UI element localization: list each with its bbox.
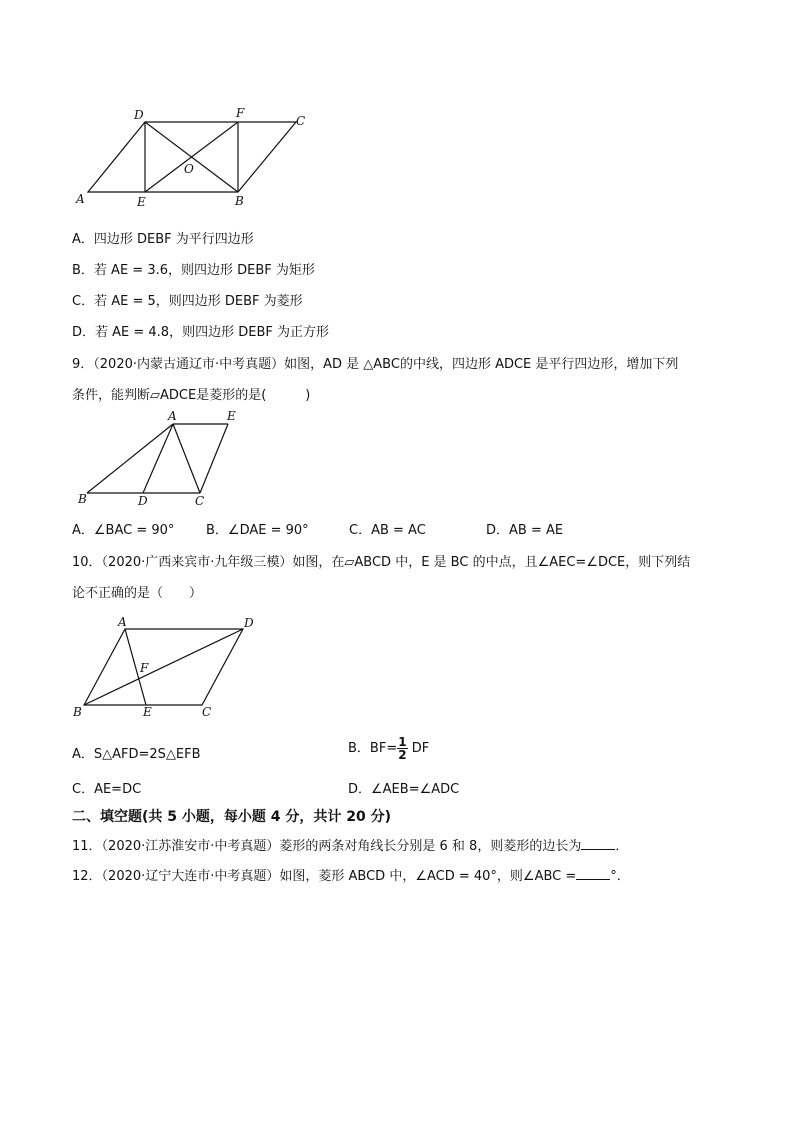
q10-option-c: C．AE=DC [72, 782, 142, 797]
label-e: E [143, 705, 152, 719]
q10-stem-line1: 10．（2020·广西来宾市·九年级三模）如图，在▱ABCD 中，E 是 BC 的中点，且∠AEC=∠DCE，则下列结 [72, 555, 691, 570]
q9-option-a: A．∠BAC = 90° [72, 523, 175, 538]
q10-option-b-suffix: DF [407, 741, 430, 756]
label-f: F [236, 106, 245, 120]
q9-stem-line2: 条件，能判断▱ADCE是菱形的是( ) [72, 388, 311, 403]
fraction-one-half [397, 736, 407, 761]
q10-option-a: A．S△AFD=2S△EFB [72, 747, 201, 762]
label-a: A [118, 615, 127, 629]
q10-stem-line2: 论不正确的是（ ） [72, 586, 203, 601]
q9-option-c: C．AB = AC [349, 523, 426, 538]
q12-end: °． [610, 869, 630, 884]
label-c: C [296, 114, 306, 128]
q11-text: 11．（2020·江苏淮安市·中考真题）菱形的两条对角线长分别是 6 和 8，则菱形的边长为 [72, 839, 582, 854]
diagonal-bd [84, 629, 243, 705]
q8-option-b: B．若 AE = 3.6，则四边形 DEBF 为矩形 [72, 263, 315, 278]
label-c: C [195, 494, 205, 508]
label-b: B [78, 492, 87, 506]
label-o: O [184, 162, 194, 176]
label-c: C [202, 705, 212, 719]
segment-ec [200, 424, 228, 493]
q12-answer-blank[interactable] [576, 867, 610, 880]
label-b: B [235, 194, 244, 208]
label-a: A [76, 192, 85, 206]
figure-q8-svg [70, 105, 320, 210]
q10-option-b [348, 736, 429, 761]
q8-option-c: C．若 AE = 5，则四边形 DEBF 为菱形 [72, 294, 303, 309]
label-f: F [140, 661, 149, 675]
label-e: E [227, 409, 236, 423]
figure-q8-parallelogram [70, 105, 320, 210]
label-d: D [244, 616, 254, 630]
q10-option-d: D．∠AEB=∠ADC [348, 782, 460, 797]
section-heading-fill-in: 二、填空题(共 5 小题，每小题 4 分，共计 20 分) [72, 809, 392, 825]
label-d: D [138, 494, 148, 508]
segment-ad [143, 424, 173, 493]
segment-ac [173, 424, 200, 493]
segment-ba [87, 424, 173, 493]
q9-stem-line1: 9．（2020·内蒙古通辽市·中考真题）如图，AD 是 △ABC的中线，四边形 ADCE 是平行四边形，增加下列 [72, 357, 679, 372]
q9-option-d: D．AB = AE [486, 523, 564, 538]
fraction-denominator: 2 [398, 748, 407, 762]
q8-option-a: A．四边形 DEBF 为平行四边形 [72, 232, 254, 247]
q9-option-b: B．∠DAE = 90° [206, 523, 309, 538]
figure-q10-parallelogram [70, 612, 270, 722]
q11-answer-blank[interactable] [581, 837, 615, 850]
q8-option-d: D．若 AE = 4.8，则四边形 DEBF 为正方形 [72, 325, 329, 340]
q12-stem [72, 865, 630, 884]
label-d: D [134, 108, 144, 122]
q12-text: 12．（2020·辽宁大连市·中考真题）如图，菱形 ABCD 中，∠ACD = 40°，则∠ABC = [72, 869, 577, 884]
q11-stem [72, 835, 628, 854]
label-b: B [73, 705, 82, 719]
q10-option-b-prefix: B．BF= [348, 741, 398, 756]
q11-end: ． [615, 839, 629, 854]
label-a: A [168, 409, 177, 423]
fraction-numerator: 1 [398, 735, 407, 749]
figure-q10-svg [70, 612, 270, 722]
figure-q9-triangle [75, 405, 250, 508]
figure-q9-svg [75, 405, 250, 508]
label-e: E [137, 195, 146, 209]
